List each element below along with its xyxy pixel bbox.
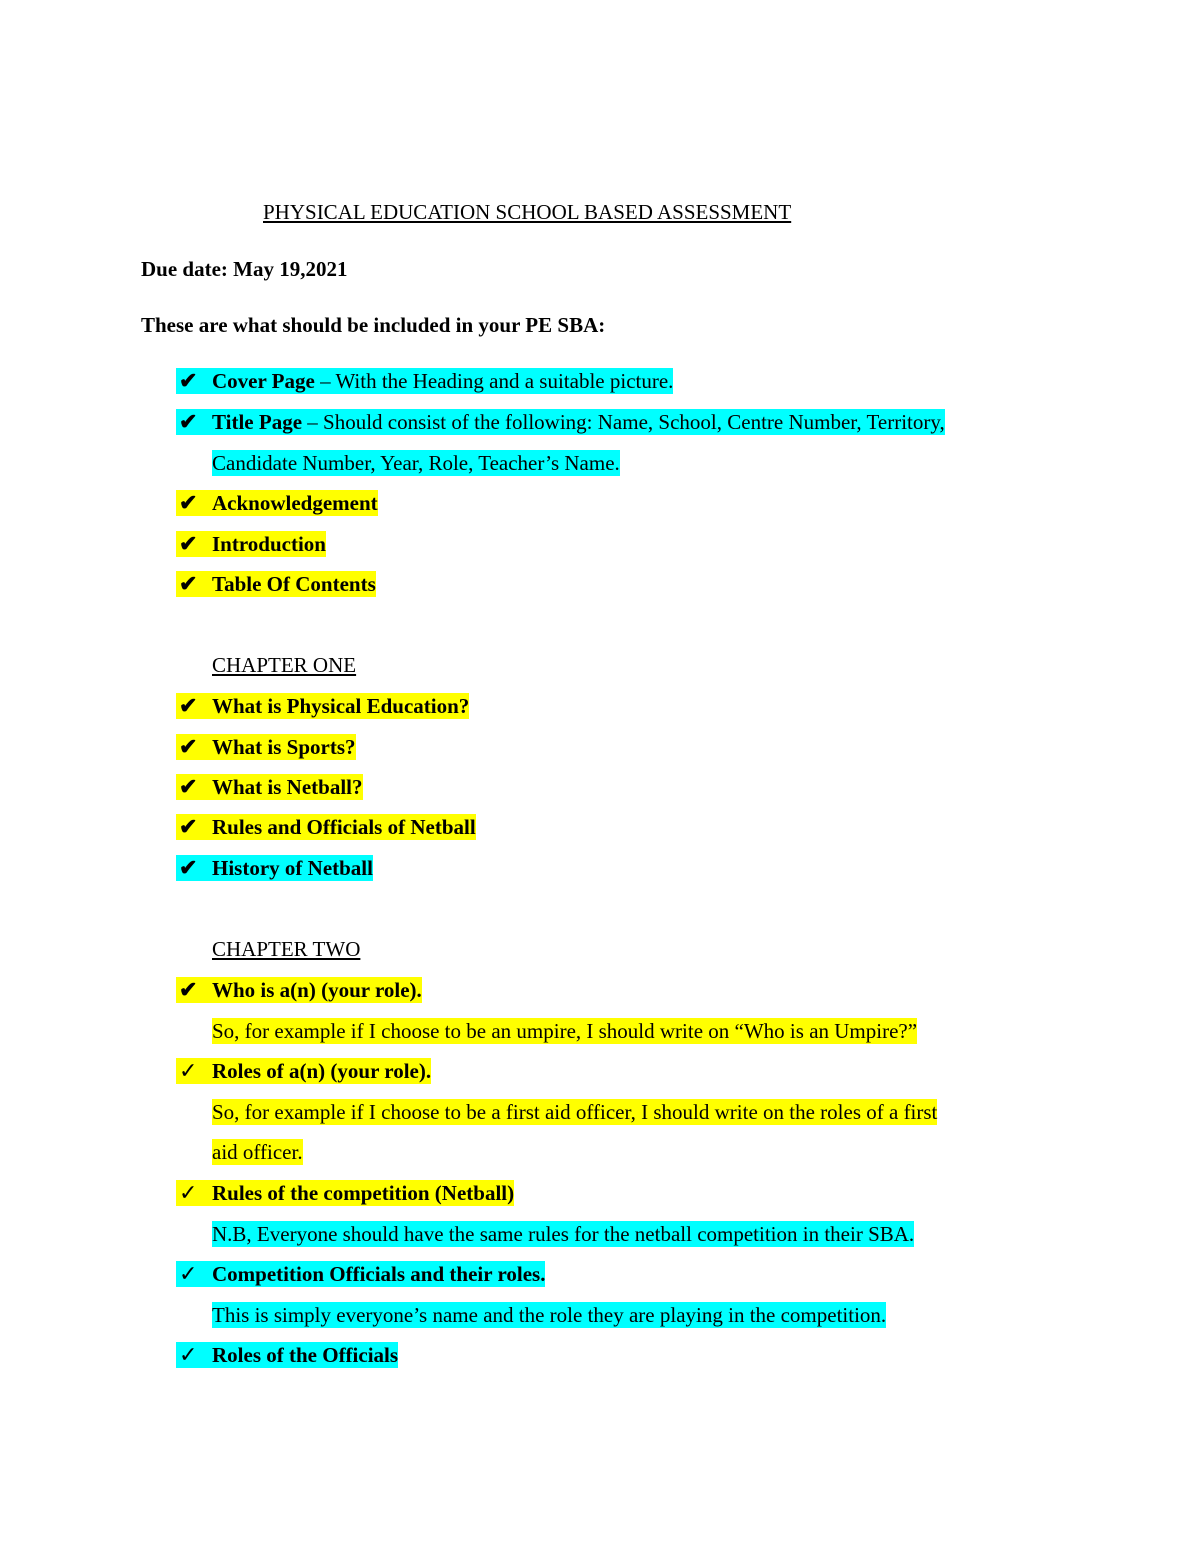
list-item-desc: – With the Heading and a suitable picture. <box>314 369 674 393</box>
check-icon: ✔ <box>176 368 212 394</box>
list-item-label: Who is a(n) (your role). <box>212 978 422 1002</box>
list-item-label: Roles of a(n) (your role). <box>212 1059 432 1083</box>
check-icon: ✔ <box>176 734 212 760</box>
list-item-label: What is Sports? <box>212 735 356 759</box>
list-item-note: This is simply everyone’s name and the role they are playing in the competition. <box>212 1303 887 1327</box>
check-icon: ✔ <box>176 977 212 1003</box>
chapter-two-heading: CHAPTER TWO <box>212 937 361 961</box>
check-icon: ✓ <box>176 1180 212 1206</box>
list-item-label: Title Page <box>212 410 303 434</box>
check-icon: ✔ <box>176 571 212 597</box>
list-item-note: N.B, Everyone should have the same rules for the netball competition in their SBA. <box>212 1222 915 1246</box>
list-item-note: So, for example if I choose to be an umpire, I should write on “Who is an Umpire?” <box>212 1019 918 1043</box>
list-item-desc: – Should consist of the following: Name, School, Centre Number, Territory, <box>302 410 945 434</box>
check-icon: ✔ <box>176 531 212 557</box>
list-item-label: What is Physical Education? <box>212 694 470 718</box>
list-item-label: Introduction <box>212 532 326 556</box>
list-item-label: Rules of the competition (Netball) <box>212 1181 515 1205</box>
list-item-text <box>212 409 945 435</box>
list-item-label: What is Netball? <box>212 775 363 799</box>
check-icon: ✔ <box>176 490 212 516</box>
title-page-desc-cont: Candidate Number, Year, Role, Teacher’s Name. <box>212 451 620 475</box>
check-icon: ✓ <box>176 1342 212 1368</box>
check-icon: ✓ <box>176 1058 212 1084</box>
list-item-label: Competition Officials and their roles. <box>212 1262 546 1286</box>
check-icon: ✔ <box>176 774 212 800</box>
document-title: PHYSICAL EDUCATION SCHOOL BASED ASSESSMENT <box>263 200 792 224</box>
check-icon: ✔ <box>176 409 212 435</box>
list-item-label: Table Of Contents <box>212 572 376 596</box>
check-icon: ✓ <box>176 1261 212 1287</box>
chapter-one-heading: CHAPTER ONE <box>212 653 357 677</box>
list-item-label: Cover Page <box>212 369 315 393</box>
list-item-text <box>212 368 673 394</box>
list-item-label: Acknowledgement <box>212 491 378 515</box>
due-date: Due date: May 19,2021 <box>141 257 348 281</box>
intro-text: These are what should be included in your PE SBA: <box>141 313 606 337</box>
list-item-note: So, for example if I choose to be a first aid officer, I should write on the roles of a first <box>212 1100 938 1124</box>
list-item-label: Rules and Officials of Netball <box>212 815 476 839</box>
check-icon: ✔ <box>176 814 212 840</box>
list-item-label: Roles of the Officials <box>212 1343 399 1367</box>
list-item-note-cont: aid officer. <box>212 1140 303 1164</box>
check-icon: ✔ <box>176 855 212 881</box>
check-icon: ✔ <box>176 693 212 719</box>
list-item-label: History of Netball <box>212 856 373 880</box>
